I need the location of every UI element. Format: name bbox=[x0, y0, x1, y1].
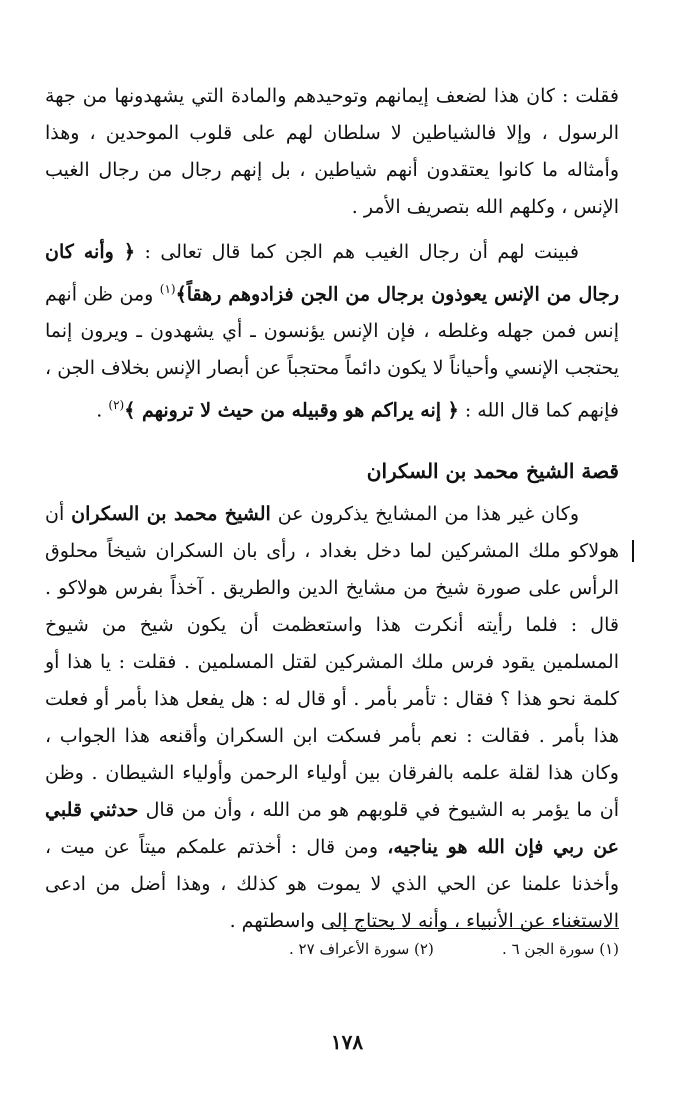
paragraph-3 bbox=[45, 496, 619, 940]
page-number: ١٧٨ bbox=[330, 1030, 364, 1054]
footnote-1: (١) سورة الجن ٦ . bbox=[502, 940, 619, 958]
quran-verse-1: ﴿ وأنه كان رجال من الإنس يعوذون برجال من الجن فزادوهم رهقاً﴾ bbox=[45, 241, 619, 306]
paragraph-2 bbox=[45, 234, 619, 430]
margin-mark bbox=[632, 540, 634, 562]
paragraph-1 bbox=[45, 78, 619, 226]
footnotes bbox=[289, 940, 619, 958]
paragraph-2-body: ومن ظن أنهم إنس فمن جهله وغلطه ، فإن الإنس يؤنسون ـ أي يشهدون ـ ويرون إنما يحتجب الإنسي وأحياناً لا يكون دائماً محتجباً عن أبصار الإنس بخلاف الجن ، فإنهم كما قال الله : bbox=[45, 283, 619, 422]
footnote-ref-1: (١) bbox=[159, 282, 176, 296]
sheikh-name: الشيخ محمد بن السكران bbox=[71, 502, 271, 525]
paragraph-3-end: ومن قال : أخذتم علمكم ميتاً عن ميت ، وأخذنا علمنا عن الحي الذي لا يموت هو كذلك ، وهذا أضل من ادعى الاستغناء عن الأنبياء ، وأنه لا يحتاج إلى واسطتهم . bbox=[45, 835, 619, 932]
page-body bbox=[45, 78, 619, 940]
footnote-ref-2: (٢) bbox=[108, 398, 125, 413]
section-heading: قصة الشيخ محمد بن السكران bbox=[366, 458, 619, 483]
quran-verse-2: ﴿ إنه يراكم هو وقبيله من حيث لا ترونهم ﴾ bbox=[124, 399, 459, 422]
paragraph-2-end: . bbox=[96, 399, 109, 422]
paragraph-1-text: فقلت : كان هذا لضعف إيمانهم وتوحيدهم والمادة التي يشهدونها من جهة الرسول ، وإلا فالشياطين لا سلطان لهم على قلوب الموحدين ، وهذا وأمثاله ما كانوا يعتقدون أنهم شياطين ، بل إنهم رجال من رجال الغيب الإنس ، وكلهم الله بتصريف الأمر . bbox=[45, 85, 619, 218]
paragraph-3-body: أن هولاكو ملك المشركين لما دخل بغداد ، رأى بان السكران شيخاً محلوق الرأس على صورة شيخ من مشايخ الدين والطريق . آخذاً بفرس هولاكو . قال : فلما رأيته أنكرت هذا واستعظمت أن يكون شيخ من شيوخ المسلمين يقود فرس ملك المشركين لقتل المسلمين . فقلت : يا هذا أو كلمة نحو هذا ؟ فقال : تأمر بأمر . أو قال له : هل يفعل هذا بأمر أو فعلت هذا بأمر . فقالت : نعم بأمر فسكت ابن السكران وأقنعه هذا الجواب ، وكان هذا لقلة علمه بالفرقان بين أولياء الرحمن وأولياء الشيطان . وظن أن ما يؤمر به الشيوخ في قلوبهم هو من الله ، وأن من قال bbox=[45, 502, 619, 821]
footnote-divider bbox=[332, 928, 619, 929]
quoted-saying: حدثني قلبي عن ربي فإن الله هو يناجيه، bbox=[45, 798, 619, 858]
paragraph-3-intro: وكان غير هذا من المشايخ يذكرون عن bbox=[277, 502, 579, 525]
paragraph-2-intro: فبينت لهم أن رجال الغيب هم الجن كما قال تعالى : bbox=[144, 241, 579, 263]
footnote-2: (٢) سورة الأعراف ٢٧ . bbox=[289, 940, 434, 958]
